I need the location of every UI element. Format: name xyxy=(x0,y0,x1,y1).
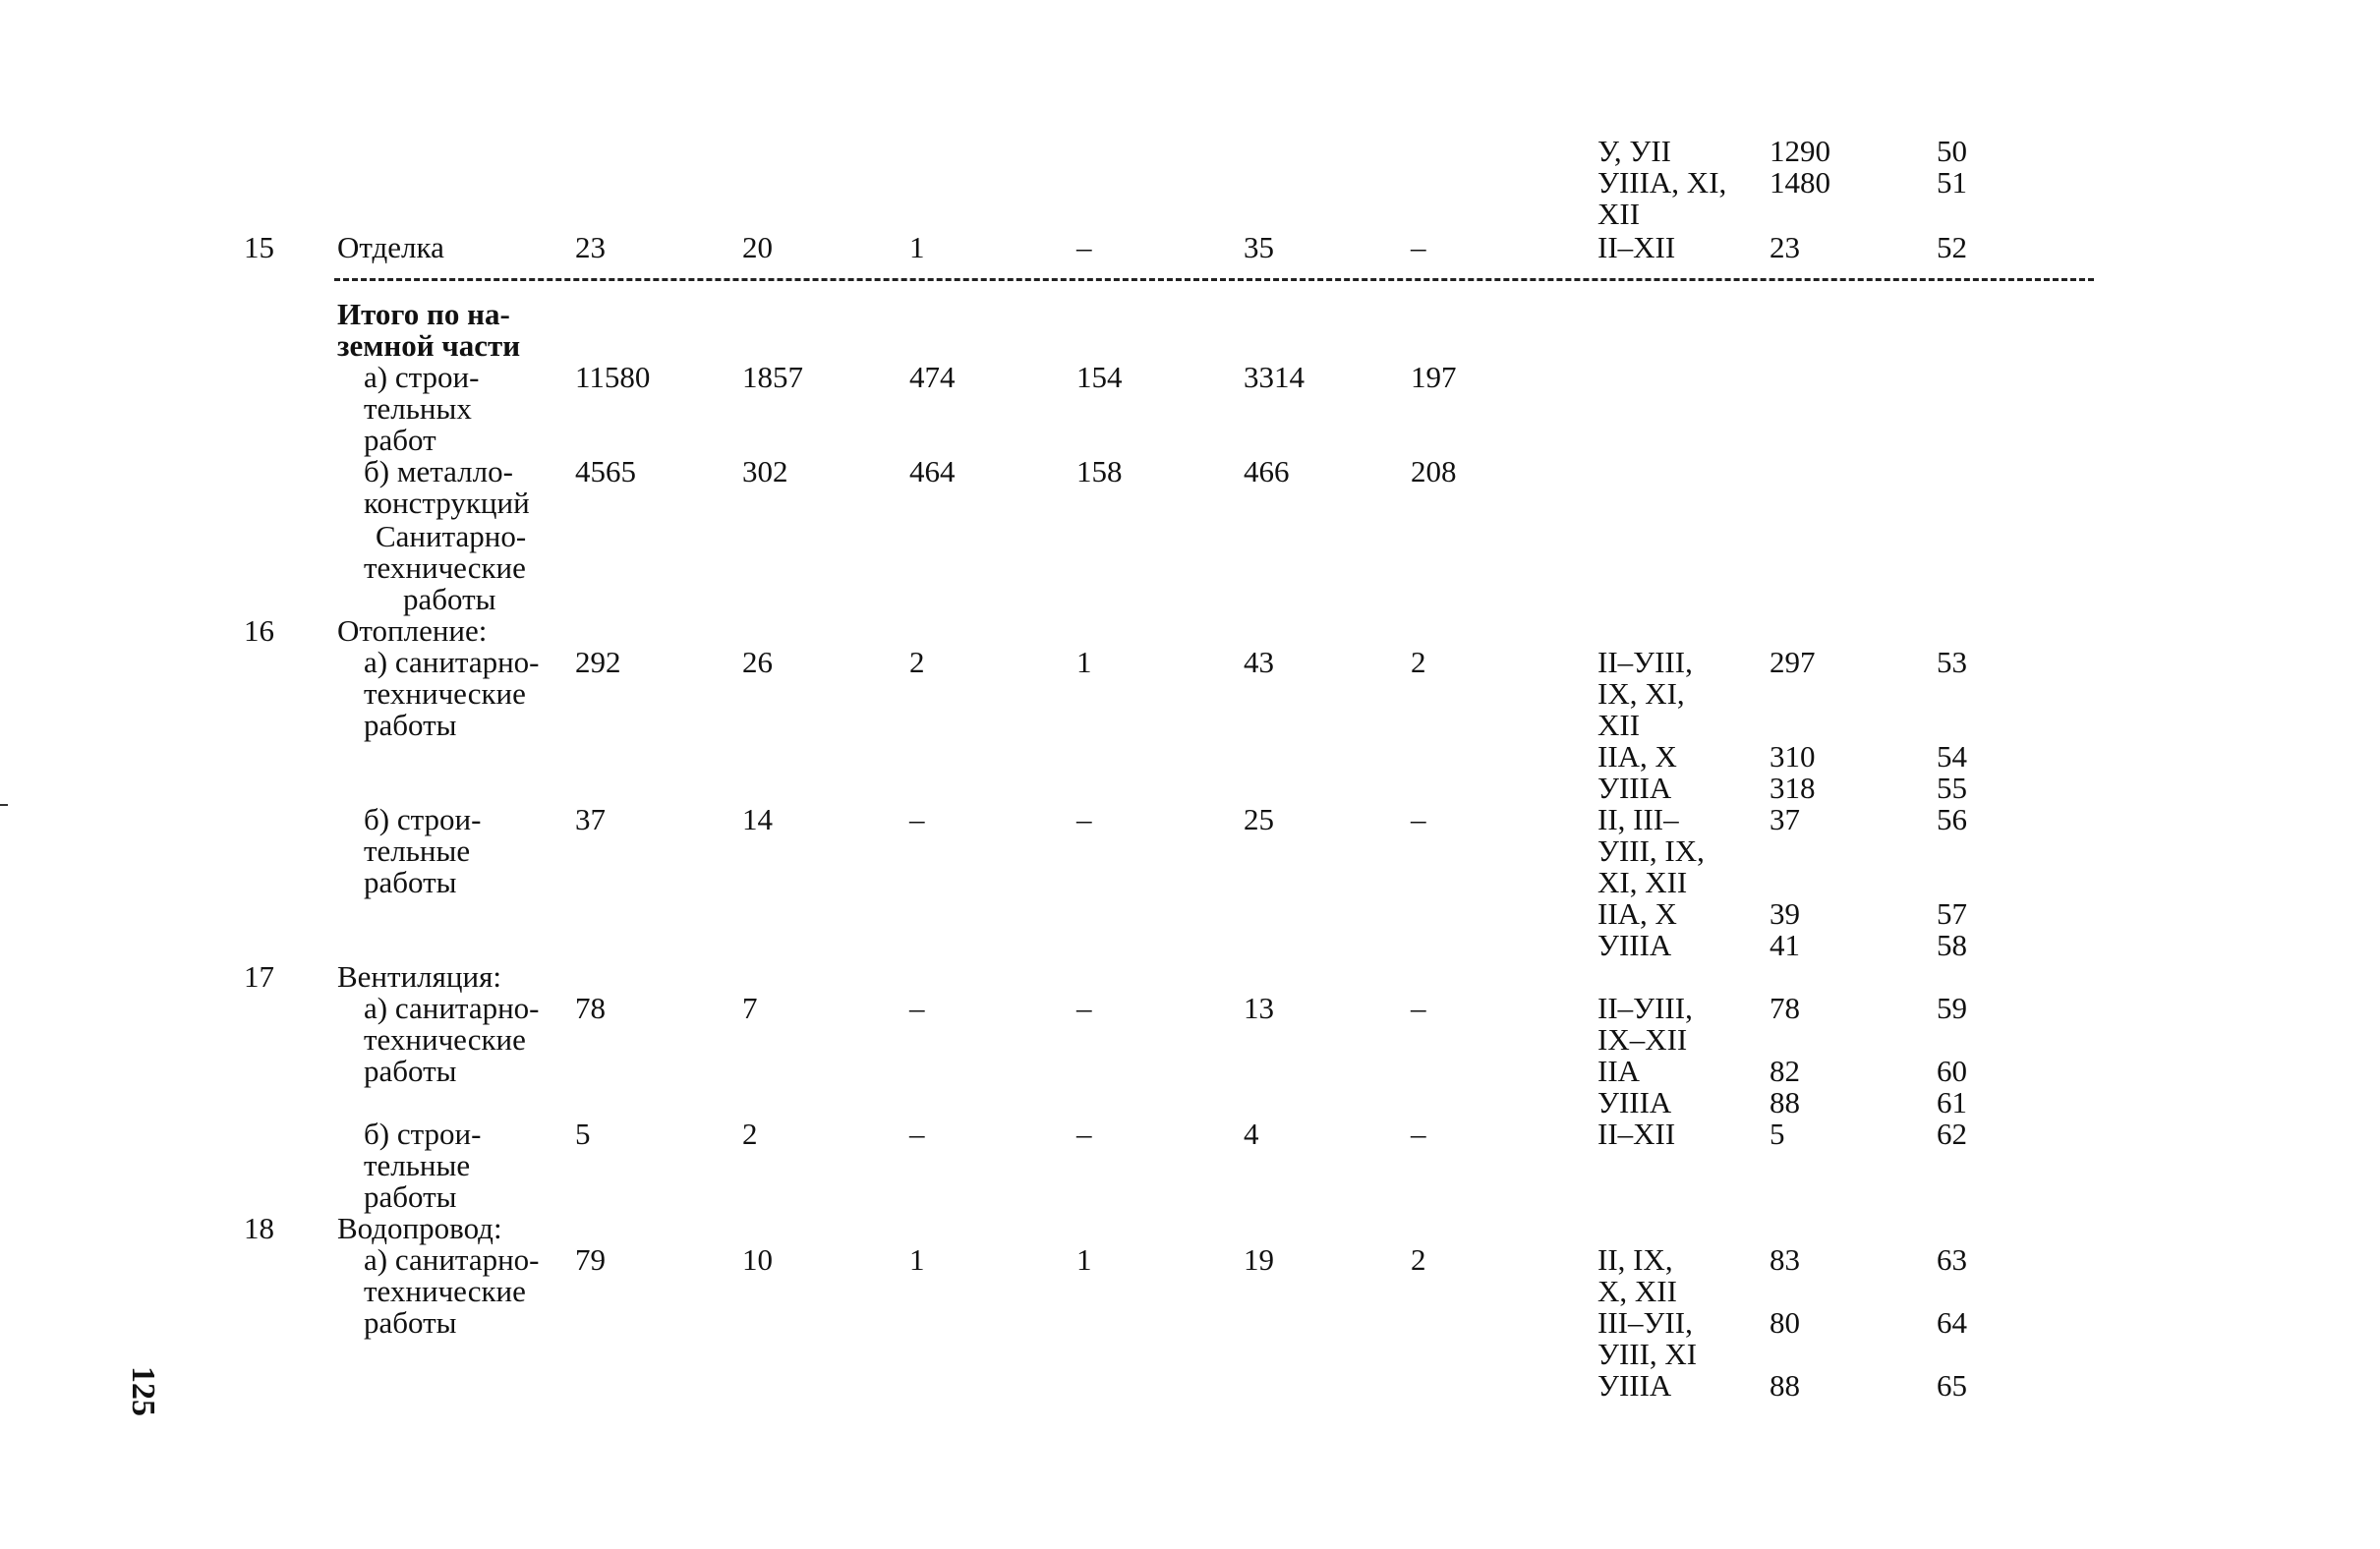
table-cell: ХII xyxy=(1597,197,1641,231)
table-cell: 15 xyxy=(244,230,274,264)
section-divider xyxy=(334,278,2094,281)
table-cell: технические xyxy=(364,676,526,711)
table-cell: 54 xyxy=(1937,739,1967,774)
table-cell: Отопление: xyxy=(337,613,488,648)
table-cell: – xyxy=(1076,230,1092,264)
table-cell: 57 xyxy=(1937,896,1967,931)
table-cell: III–УII, xyxy=(1597,1305,1693,1340)
table-cell: УIIIА xyxy=(1597,771,1672,805)
table-cell: IIА xyxy=(1597,1054,1641,1088)
table-cell: Санитарно- xyxy=(376,519,527,553)
table-cell: 11580 xyxy=(575,360,651,394)
table-cell: 20 xyxy=(742,230,773,264)
table-cell: 2 xyxy=(742,1117,758,1151)
page-number: 125 xyxy=(125,1366,161,1416)
table-cell: Вентиляция: xyxy=(337,959,501,994)
table-cell: – xyxy=(1411,802,1426,836)
table-cell: работ xyxy=(364,423,436,457)
table-cell: – xyxy=(1411,230,1426,264)
table-cell: 50 xyxy=(1937,134,1967,168)
table-cell: 39 xyxy=(1770,896,1800,931)
table-cell: 41 xyxy=(1770,928,1800,962)
table-cell: II–УIII, xyxy=(1597,645,1693,679)
table-cell: 13 xyxy=(1244,991,1274,1025)
table-cell: 43 xyxy=(1244,645,1274,679)
table-cell: 59 xyxy=(1937,991,1967,1025)
table-cell: 2 xyxy=(909,645,925,679)
table-cell: 88 xyxy=(1770,1085,1800,1119)
table-cell: 464 xyxy=(909,454,956,488)
table-cell: 17 xyxy=(244,959,274,994)
table-cell: 63 xyxy=(1937,1242,1967,1277)
table-cell: 65 xyxy=(1937,1368,1967,1403)
table-cell: 2 xyxy=(1411,1242,1426,1277)
table-cell: УIII, XI xyxy=(1597,1337,1698,1371)
table-cell: 154 xyxy=(1076,360,1123,394)
table-cell: Итого по на- xyxy=(337,297,510,331)
table-cell: УIIIА, ХI, xyxy=(1597,165,1727,200)
table-cell: У, УII xyxy=(1597,134,1671,168)
table-cell: 302 xyxy=(742,454,788,488)
table-cell: 208 xyxy=(1411,454,1457,488)
table-cell: 4565 xyxy=(575,454,636,488)
table-cell: 25 xyxy=(1244,802,1274,836)
table-cell: 26 xyxy=(742,645,773,679)
table-cell: 19 xyxy=(1244,1242,1274,1277)
table-cell: IX, XI, xyxy=(1597,676,1685,711)
table-cell: 2 xyxy=(1411,645,1426,679)
table-cell: 51 xyxy=(1937,165,1967,200)
table-cell: II–XII xyxy=(1597,230,1676,264)
table-cell: 78 xyxy=(575,991,606,1025)
table-cell: 5 xyxy=(1770,1117,1785,1151)
table-cell: – xyxy=(1411,1117,1426,1151)
table-cell: 1 xyxy=(1076,645,1092,679)
table-cell: работы xyxy=(364,1179,457,1214)
table-cell: работы xyxy=(364,865,457,899)
table-cell: II, III– xyxy=(1597,802,1679,836)
table-cell: 18 xyxy=(244,1211,274,1245)
table-cell: а) санитарно- xyxy=(364,1242,540,1277)
table-cell: 3314 xyxy=(1244,360,1305,394)
table-cell: 58 xyxy=(1937,928,1967,962)
table-cell: 1 xyxy=(909,1242,925,1277)
table-cell: технические xyxy=(364,550,526,585)
table-cell: 53 xyxy=(1937,645,1967,679)
table-cell: 56 xyxy=(1937,802,1967,836)
table-cell: земной части xyxy=(337,328,521,363)
scan-artifact xyxy=(0,804,8,806)
table-cell: 297 xyxy=(1770,645,1816,679)
table-cell: тельные xyxy=(364,1148,471,1182)
table-cell: 292 xyxy=(575,645,621,679)
table-cell: а) санитарно- xyxy=(364,645,540,679)
table-cell: II, IX, xyxy=(1597,1242,1673,1277)
table-cell: 1290 xyxy=(1770,134,1830,168)
table-cell: Отделка xyxy=(337,230,444,264)
table-cell: IIА, Х xyxy=(1597,896,1677,931)
table-cell: 310 xyxy=(1770,739,1816,774)
table-cell: 37 xyxy=(1770,802,1800,836)
table-cell: – xyxy=(1411,991,1426,1025)
table-cell: X, XII xyxy=(1597,1274,1677,1308)
table-cell: – xyxy=(909,1117,925,1151)
table-cell: 64 xyxy=(1937,1305,1967,1340)
table-cell: работы xyxy=(403,582,496,616)
table-cell: 79 xyxy=(575,1242,606,1277)
table-cell: б) металло- xyxy=(364,454,513,488)
table-cell: 1480 xyxy=(1770,165,1830,200)
table-cell: а) строи- xyxy=(364,360,480,394)
table-cell: технические xyxy=(364,1022,526,1057)
table-cell: – xyxy=(909,802,925,836)
table-cell: работы xyxy=(364,1054,457,1088)
table-cell: II–УIII, xyxy=(1597,991,1693,1025)
table-cell: 88 xyxy=(1770,1368,1800,1403)
table-cell: УIIIА xyxy=(1597,1368,1672,1403)
table-cell: конструкций xyxy=(364,486,530,520)
table-cell: 14 xyxy=(742,802,773,836)
table-cell: б) строи- xyxy=(364,1117,482,1151)
table-cell: 83 xyxy=(1770,1242,1800,1277)
table-cell: УIIIА xyxy=(1597,928,1672,962)
table-cell: УIII, IX, xyxy=(1597,833,1705,868)
table-cell: 80 xyxy=(1770,1305,1800,1340)
table-cell: XI, XII xyxy=(1597,865,1688,899)
table-cell: – xyxy=(1076,802,1092,836)
table-cell: II–XII xyxy=(1597,1117,1676,1151)
table-cell: 82 xyxy=(1770,1054,1800,1088)
table-cell: 61 xyxy=(1937,1085,1967,1119)
table-cell: 318 xyxy=(1770,771,1816,805)
table-cell: – xyxy=(1076,1117,1092,1151)
table-cell: работы xyxy=(364,1305,457,1340)
table-cell: 62 xyxy=(1937,1117,1967,1151)
table-cell: тельных xyxy=(364,391,472,426)
table-cell: 23 xyxy=(575,230,606,264)
table-cell: ХII xyxy=(1597,708,1641,742)
table-cell: б) строи- xyxy=(364,802,482,836)
table-cell: 52 xyxy=(1937,230,1967,264)
table-cell: 1 xyxy=(1076,1242,1092,1277)
table-cell: 474 xyxy=(909,360,956,394)
table-cell: Водопровод: xyxy=(337,1211,502,1245)
table-cell: 55 xyxy=(1937,771,1967,805)
table-cell: а) санитарно- xyxy=(364,991,540,1025)
table-cell: работы xyxy=(364,708,457,742)
table-cell: УIIIА xyxy=(1597,1085,1672,1119)
table-cell: – xyxy=(1076,991,1092,1025)
table-cell: 16 xyxy=(244,613,274,648)
table-cell: IIА, Х xyxy=(1597,739,1677,774)
table-cell: 466 xyxy=(1244,454,1290,488)
table-cell: 37 xyxy=(575,802,606,836)
table-cell: IX–XII xyxy=(1597,1022,1688,1057)
table-cell: 1857 xyxy=(742,360,803,394)
table-cell: тельные xyxy=(364,833,471,868)
table-cell: 1 xyxy=(909,230,925,264)
table-cell: 158 xyxy=(1076,454,1123,488)
table-cell: 35 xyxy=(1244,230,1274,264)
table-cell: технические xyxy=(364,1274,526,1308)
table-cell: 7 xyxy=(742,991,758,1025)
table-cell: 10 xyxy=(742,1242,773,1277)
table-cell: 197 xyxy=(1411,360,1457,394)
table-cell: 78 xyxy=(1770,991,1800,1025)
table-cell: – xyxy=(909,991,925,1025)
table-cell: 23 xyxy=(1770,230,1800,264)
table-cell: 4 xyxy=(1244,1117,1259,1151)
table-cell: 60 xyxy=(1937,1054,1967,1088)
table-cell: 5 xyxy=(575,1117,591,1151)
